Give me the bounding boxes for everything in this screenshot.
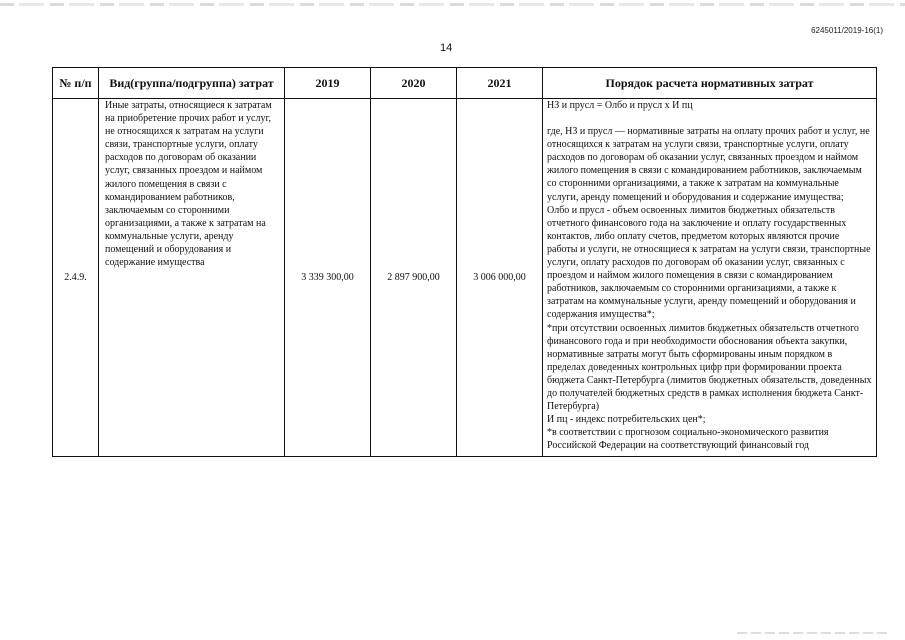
calculation-order xyxy=(543,99,877,457)
page-number: 14 xyxy=(440,42,453,54)
header-2020: 2020 xyxy=(371,68,457,99)
footnote-limits: *при отсутствии освоенных лимитов бюджетных обязательств отчетного финансового года и при необходимости обоснования объекта закупки, нормативные затраты могут быть сформированы иным порядком в пределах доведенных контрольных цифр при формировании проекта бюджета Санкт-Петербурга (лимитов бюджетных обязательств, доведенных до получателей бюджетных средств в рамках исполнения бюджета Санкт-Петербурга) xyxy=(547,322,872,413)
spacer xyxy=(547,112,872,125)
header-number: № п/п xyxy=(53,68,99,99)
header-cost-type: Вид(группа/подгруппа) затрат xyxy=(99,68,285,99)
header-2021: 2021 xyxy=(457,68,543,99)
value-2020: 2 897 900,00 xyxy=(371,99,457,457)
header-2019: 2019 xyxy=(285,68,371,99)
formula: НЗ и прусл = Олбо и прусл х И пц xyxy=(547,100,693,111)
definition-ipc: И пц - индекс потребительских цен*; xyxy=(547,414,706,426)
value-2021: 3 006 000,00 xyxy=(457,99,543,457)
row-number: 2.4.9. xyxy=(53,99,99,457)
table-row xyxy=(53,99,877,457)
table-header-row xyxy=(53,68,877,99)
header-calculation-order: Порядок расчета нормативных затрат xyxy=(543,68,877,99)
scan-artifact-top xyxy=(0,3,905,6)
value-2019: 3 339 300,00 xyxy=(285,99,371,457)
document-code: 6245011/2019-16(1) xyxy=(811,26,883,35)
definition-olbo: Олбо и прусл - объем освоенных лимитов бюджетных обязательств отчетного финансового года на заключение и оплату государственных контактов, либо оплату счетов, предметом которых являются прочие работы и услуги, не относящиеся к затратам на услуги связи, транспортные услуги, оплату расходов по договорам об оказании услуг, связанных с проездом и наймом жилого помещения в связи с командированием работников, заключаемым со сторонними организациями, а также к затратам на коммунальные услуги, аренду помещений и оборудования и содержания имущества*; xyxy=(547,204,871,321)
definition-nz: где, НЗ и прусл — нормативные затраты на оплату прочих работ и услуг, не относящихся к затратам на услуги связи, транспортные услуги, оплату расходов по договорам об оказании услуг, связанных проездом и наймом жилого помещения в связи с командированием работников, заключаемым со сторонними организациями, а также к затратам на коммунальные услуги, аренду помещений и оборудования и содержание имущества; xyxy=(547,126,870,203)
scan-artifact-bottom xyxy=(737,632,887,634)
cost-type-description: Иные затраты, относящиеся к затратам на приобретение прочих работ и услуг, не относящихся к затратам на услуги связи, транспортные услуги, оплату расходов по договорам об оказании услуг, связанных проездом и наймом жилого помещения в связи с командированием работников, заключаемым со сторонними организациями, а также к затратам на коммунальные услуги, аренду помещений и оборудования и содержание имущества xyxy=(99,99,285,457)
cost-table xyxy=(52,67,877,457)
footnote-forecast: *в соответствии с прогнозом социально-экономического развития Российской Федерации на соответствующий финансовый год xyxy=(547,427,829,452)
